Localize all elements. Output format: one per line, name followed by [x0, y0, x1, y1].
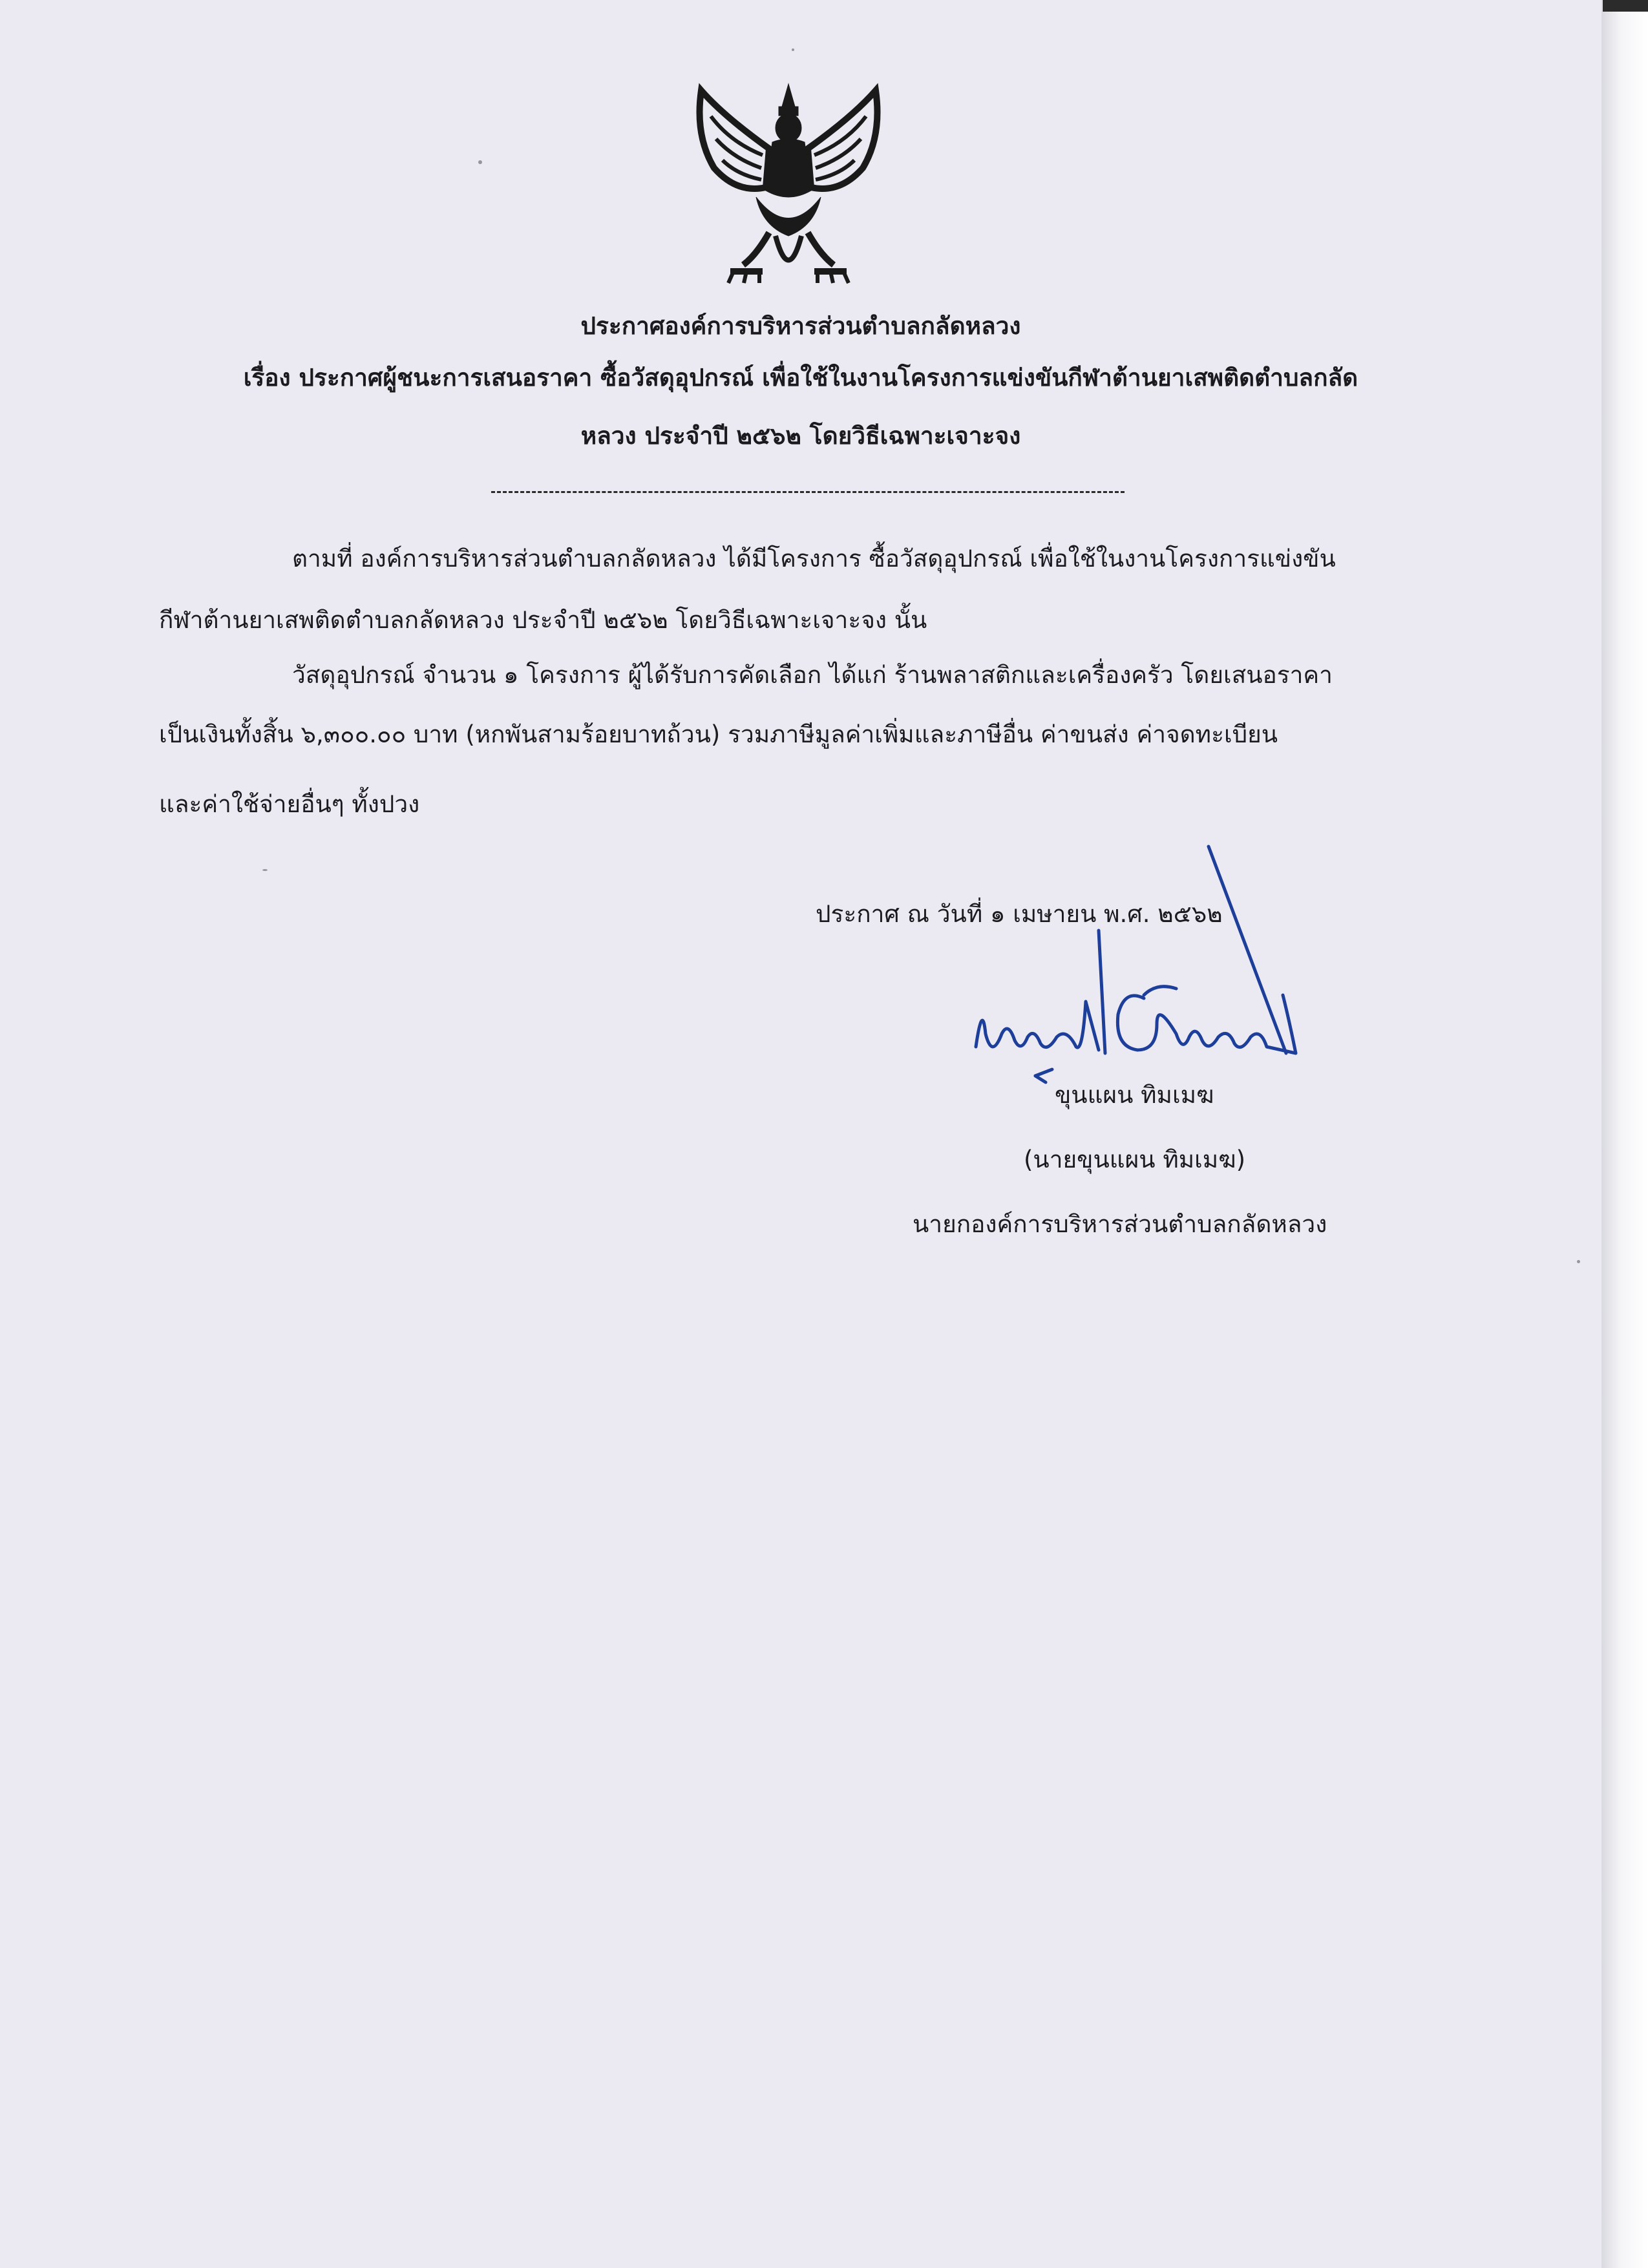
- handwritten-signature-icon: [963, 840, 1325, 1111]
- signer-name: ขุนแผน ทิมเมฆ: [1055, 1081, 1214, 1109]
- subject-line-2: หลวง ประจำปี ๒๕๖๒ โดยวิธีเฉพาะเจาะจง: [580, 422, 1021, 450]
- paragraph-2-line-2: เป็นเงินทั้งสิ้น ๖,๓๐๐.๐๐ บาท (หกพันสามร้อยบาทถ้วน) รวมภาษีมูลค่าเพิ่มและภาษีอื่น ค่าขนส่ง ค่าจดทะเบียน: [159, 720, 1278, 748]
- scan-speck: [262, 869, 268, 871]
- scan-edge: [1601, 0, 1648, 2268]
- scan-speck: [792, 48, 794, 51]
- scan-speck: [1577, 1260, 1580, 1263]
- signer-position: นายกองค์การบริหารส่วนตำบลกลัดหลวง: [913, 1210, 1327, 1238]
- paragraph-1-line-2: กีฬาต้านยาเสพติดตำบลกลัดหลวง ประจำปี ๒๕๖๒ โดยวิธีเฉพาะเจาะจง นั้น: [159, 606, 927, 634]
- divider-line: [491, 491, 1125, 493]
- paragraph-1-line-1: ตามที่ องค์การบริหารส่วนตำบลกลัดหลวง ได้มีโครงการ ซื้อวัสดุอุปกรณ์ เพื่อใช้ในงานโครงการแข่งขัน: [292, 545, 1336, 572]
- announcement-date: ประกาศ ณ วันที่ ๑ เมษายน พ.ศ. ๒๕๖๒: [816, 900, 1223, 928]
- scan-speck: [478, 160, 482, 164]
- scan-corner-mark: [1603, 0, 1648, 12]
- announcement-title: ประกาศองค์การบริหารส่วนตำบลกลัดหลวง: [580, 312, 1021, 340]
- subject-line-1: เรื่อง ประกาศผู้ชนะการเสนอราคา ซื้อวัสดุอุปกรณ์ เพื่อใช้ในงานโครงการแข่งขันกีฬาต้านยาเสพติดตำบลกลัด: [243, 364, 1358, 392]
- paragraph-2-line-1: วัสดุอุปกรณ์ จำนวน ๑ โครงการ ผู้ได้รับการคัดเลือก ได้แก่ ร้านพลาสติกและเครื่องครัว โดยเสนอราคา: [292, 661, 1333, 689]
- garuda-emblem-icon: [685, 78, 892, 291]
- paragraph-2-line-3: และค่าใช้จ่ายอื่นๆ ทั้งปวง: [159, 790, 420, 818]
- signer-full-name: (นายขุนแผน ทิมเมฆ): [1024, 1146, 1246, 1173]
